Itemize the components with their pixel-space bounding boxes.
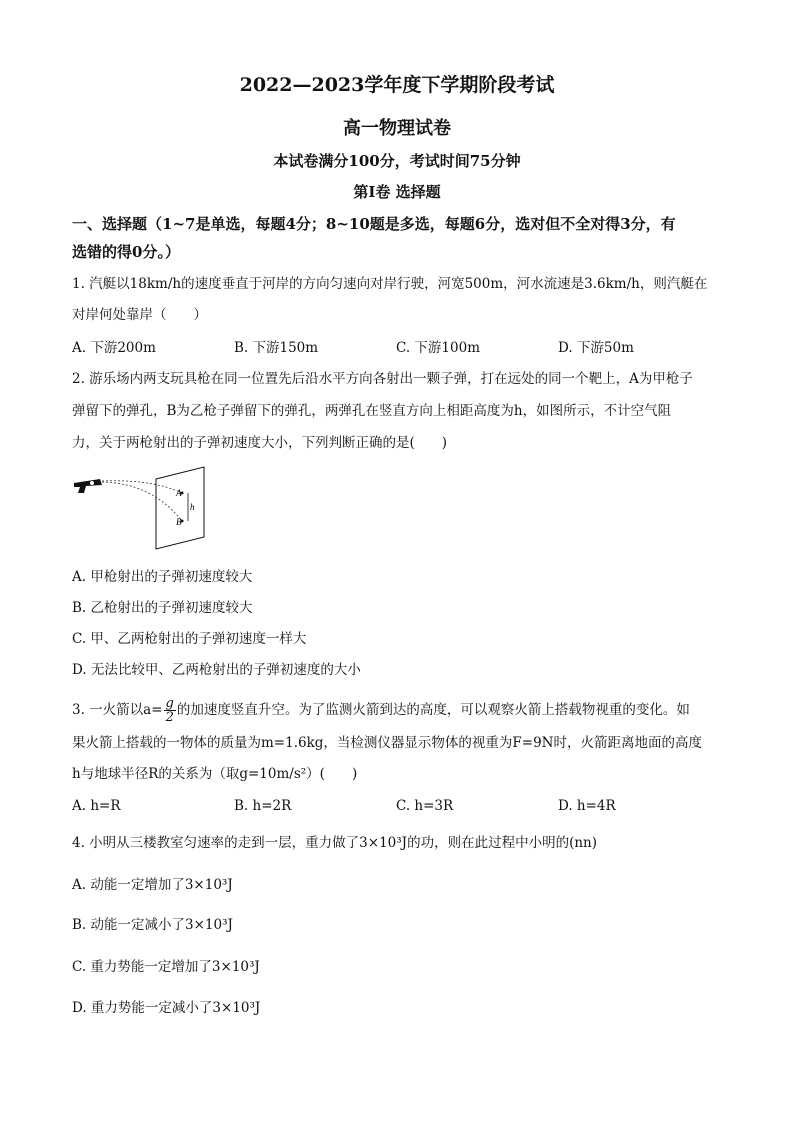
q3-line1-pre: 3. 一火箭以a= <box>72 702 163 718</box>
q4-line1: 4. 小明从三楼教室匀速率的走到一层，重力做了3×10³J的功，则在此过程中小明的(nn) <box>72 835 597 851</box>
q1-line2: 对岸何处靠岸（ ） <box>72 307 207 323</box>
q4-option-b: B. 动能一定减小了3×10³J <box>72 917 233 933</box>
q1-option-c: C. 下游100m <box>396 340 480 356</box>
q3-fraction <box>164 697 176 724</box>
q4-option-a: A. 动能一定增加了3×10³J <box>72 877 233 893</box>
q3-line1-post: 的加速度竖直升空。为了监测火箭到达的高度，可以观察火箭上搭载物视重的变化。如 <box>176 702 690 718</box>
section-heading-line2: 选错的得0分。） <box>72 243 180 261</box>
q4-option-c: C. 重力势能一定增加了3×10³J <box>72 959 260 975</box>
q2-line3: 力，关于两枪射出的子弹初速度大小，下列判断正确的是( ) <box>72 435 448 451</box>
part-heading: 第Ⅰ卷 选择题 <box>353 183 441 201</box>
q4-option-d: D. 重力势能一定减小了3×10³J <box>72 1000 261 1016</box>
q2-option-b: B. 乙枪射出的子弹初速度较大 <box>72 600 253 616</box>
q1-option-d: D. 下游50m <box>558 340 634 356</box>
q2-line2: 弹留下的弹孔，B为乙枪子弹留下的弹孔，两弹孔在竖直方向上相距高度为h，如图所示，不计空气阻 <box>72 403 672 419</box>
q3-line3: h与地球半径R的关系为（取g=10m/s²）( ) <box>72 766 358 782</box>
toy-gun-icon <box>74 479 102 493</box>
label-b: B <box>176 517 182 527</box>
trajectory-a <box>102 481 182 493</box>
q2-line1: 2. 游乐场内两支玩具枪在同一位置先后沿水平方向各射出一颗子弹，打在远处的同一个靶上，A为甲枪子 <box>72 371 693 387</box>
q1-option-a: A. 下游200m <box>72 340 156 356</box>
q3-option-c: C. h=3R <box>396 798 454 814</box>
q1-option-b: B. 下游150m <box>234 340 319 356</box>
q2-option-c: C. 甲、乙两枪射出的子弹初速度一样大 <box>72 631 307 647</box>
q3-frac-num: g <box>165 696 174 711</box>
q3-line2: 果火箭上搭载的一物体的质量为m=1.6kg，当检测仪器显示物体的视重为F=9N时，火箭距离地面的高度 <box>72 735 702 751</box>
q3-option-b: B. h=2R <box>234 798 292 814</box>
label-a: A <box>176 488 182 498</box>
target-board <box>156 467 204 549</box>
q2-option-a: A. 甲枪射出的子弹初速度较大 <box>72 569 253 585</box>
q1-line1: 1. 汽艇以18km/h的速度垂直于河岸的方向匀速向对岸行驶，河宽500m，河水流速是3.6km/h，则汽艇在 <box>72 276 708 292</box>
exam-subtitle: 高一物理试卷 <box>343 118 451 139</box>
q3-frac-den: 2 <box>165 710 174 725</box>
label-h: h <box>190 502 195 512</box>
trajectory-b <box>102 482 182 521</box>
exam-info: 本试卷满分100分，考试时间75分钟 <box>273 152 521 170</box>
section-heading-line1: 一、选择题（1~7是单选，每题4分；8~10题是多选，每题6分，选对但不全对得3分，有 <box>72 215 676 233</box>
q3-line1 <box>72 697 722 724</box>
q3-option-a: A. h=R <box>72 798 121 814</box>
q3-option-d: D. h=4R <box>558 798 616 814</box>
exam-title: 2022—2023学年度下学期阶段考试 <box>239 74 555 96</box>
target-figure <box>72 463 212 553</box>
q2-option-d: D. 无法比较甲、乙两枪射出的子弹初速度的大小 <box>72 662 361 678</box>
